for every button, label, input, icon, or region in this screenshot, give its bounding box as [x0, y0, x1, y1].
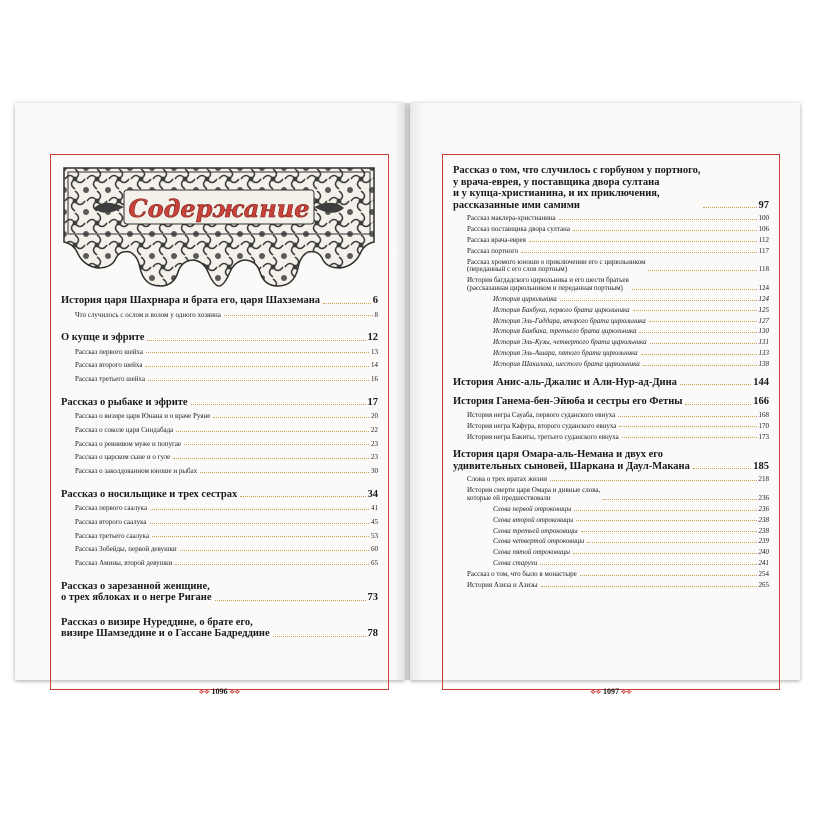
footer-flourish-icon: ⟡⟡ [229, 687, 241, 696]
entry-title: Рассказ врача-еврея [467, 235, 526, 244]
entry-page-number: 22 [371, 426, 378, 435]
toc-main-entry [61, 489, 378, 501]
toc-sub-entry [453, 528, 769, 536]
entry-page-number: 241 [758, 559, 769, 568]
toc-main-entry [61, 581, 378, 604]
dot-leader [643, 365, 757, 366]
entry-page-number: 78 [367, 628, 378, 640]
toc-sub-entry [61, 505, 378, 513]
entry-title: Рассказ второго шейха [75, 361, 143, 370]
toc-sub-entry [61, 312, 378, 320]
toc-sub-entry [453, 582, 769, 590]
entry-page-number: 60 [371, 545, 378, 554]
toc-main-entry [453, 377, 769, 389]
dot-leader [200, 472, 369, 473]
dot-leader [148, 380, 369, 381]
entry-title: Рассказ третьего шейха [75, 375, 145, 384]
entry-page-number: 170 [758, 421, 769, 430]
dot-leader [521, 252, 756, 253]
entry-title: Рассказ о том, что случилось с горбуном у портного, у врача-еврея, у поставщика двора султана и у купца-христианина, и их приключения, рассказанные ими самими [453, 165, 701, 211]
entry-page-number: 34 [367, 488, 378, 500]
entry-page-number: 112 [758, 235, 769, 244]
toc-sub-entry [453, 487, 769, 502]
entry-page-number: 117 [758, 246, 769, 255]
toc-sub-entry [453, 277, 769, 292]
dot-leader [150, 509, 369, 510]
entry-page-number: 238 [758, 515, 769, 524]
entry-page-number: 65 [371, 559, 378, 568]
toc-sub-entry [453, 339, 769, 347]
ornament-banner [64, 168, 374, 288]
entry-page-number: 73 [367, 592, 378, 604]
dot-leader [580, 575, 757, 576]
entry-title: История смерти царя Омара и дивные слова, которые ей предшествовали [467, 486, 601, 502]
toc-sub-entry [453, 517, 769, 525]
toc-sub-entry [453, 318, 769, 326]
dot-leader [581, 531, 757, 532]
dot-leader [641, 354, 757, 355]
entry-page-number: 185 [753, 460, 769, 472]
entry-title: История цирюльника [493, 294, 557, 303]
toc-sub-entry [61, 454, 378, 462]
entry-title: Рассказ первого саалука [75, 504, 148, 513]
entry-title: Рассказ о визире Нуреддине, о брате его, визире Шамзеддине и о Гассане Бадреддине [61, 616, 270, 640]
entry-title: Слова старухи [493, 559, 538, 568]
toc-sub-entry [453, 296, 769, 304]
entry-page-number: 127 [758, 316, 769, 325]
toc-sub-entry [61, 413, 378, 421]
entry-page-number: 133 [758, 349, 769, 358]
entry-title: История багдадского цирюльника и его шести братьев (рассказанная цирюльником и переданная портным) [467, 276, 629, 292]
toc-sub-entry [453, 328, 769, 336]
entry-page-number: 125 [758, 305, 769, 314]
page-footer-left [51, 687, 388, 697]
entry-title: Рассказ маклера-христианина [467, 214, 556, 223]
entry-title: Слова пятой отроковицы [493, 548, 570, 557]
entry-page-number: 166 [753, 396, 769, 408]
entry-page-number: 173 [758, 432, 769, 441]
entry-page-number: 265 [758, 580, 769, 589]
entry-title: Рассказ хромого юноши о приключении его с цирюльником (переданный с его слов портным) [467, 257, 646, 274]
toc-sub-entry [453, 538, 769, 546]
entry-page-number: 138 [758, 360, 769, 369]
entry-page-number: 6 [372, 295, 378, 306]
toc-left [61, 295, 378, 640]
entry-title: История негра Бакиты, третьего суданского евнуха [467, 432, 619, 441]
entry-page-number: 20 [371, 412, 378, 421]
entry-page-number: 17 [367, 396, 378, 408]
entry-page-number: 240 [758, 548, 769, 557]
entry-title: О купце и эфрите [61, 332, 145, 344]
toc-sub-entry [453, 423, 769, 431]
entry-page-number: 236 [758, 504, 769, 513]
dot-leader [559, 219, 757, 220]
entry-title: Рассказ поставщика двора султана [467, 225, 570, 234]
dot-leader [323, 303, 371, 304]
entry-page-number: 236 [758, 493, 769, 502]
dot-leader [173, 458, 369, 459]
footer-flourish-icon: ⟡⟡ [621, 687, 632, 696]
dot-leader [224, 315, 373, 316]
left-page-frame [50, 154, 389, 696]
entry-title: Слова второй отроковицы [493, 515, 574, 524]
toc-right [453, 165, 769, 590]
dot-leader [703, 207, 756, 208]
toc-main-entry [453, 396, 769, 408]
dot-leader [685, 404, 751, 405]
entry-page-number: 100 [758, 214, 769, 223]
dot-leader [146, 352, 369, 353]
entry-title: Рассказ о заколдованном юноше и рыбах [75, 467, 198, 476]
dot-leader [649, 321, 757, 322]
toc-sub-entry [453, 226, 769, 234]
toc-sub-entry [61, 349, 378, 357]
entry-page-number: 53 [371, 531, 378, 540]
entry-title: История Шакалика, шестого брата цирюльника [493, 360, 640, 369]
dot-leader [603, 499, 756, 500]
entry-page-number: 238 [758, 526, 769, 535]
entry-title: Рассказ о рыбаке и эфрите [61, 396, 188, 408]
entry-page-number: 144 [753, 376, 769, 388]
dot-leader [147, 340, 365, 341]
page-footer-right [443, 687, 779, 697]
dot-leader [680, 384, 751, 385]
dot-leader [632, 289, 757, 290]
entry-title: Рассказ о царском сыне и о гуле [75, 453, 171, 462]
toc-sub-entry [61, 560, 378, 568]
entry-page-number: 239 [758, 537, 769, 546]
entry-title: Рассказ Амины, второй девушки [75, 559, 173, 568]
toc-sub-entry [453, 434, 769, 442]
toc-sub-entry [453, 571, 769, 579]
entry-page-number: 23 [371, 439, 378, 448]
dot-leader [574, 510, 756, 511]
right-page-frame [442, 154, 780, 696]
toc-main-entry [61, 397, 378, 409]
dot-leader [145, 366, 369, 367]
toc-sub-entry [61, 362, 378, 370]
dot-leader [215, 600, 366, 601]
dot-leader [619, 426, 756, 427]
entry-page-number: 97 [758, 199, 769, 211]
entry-title: Рассказ первого шейха [75, 347, 143, 356]
dot-leader [150, 523, 369, 524]
entry-title: Рассказ портного [467, 246, 519, 255]
toc-main-entry [61, 332, 378, 344]
footer-flourish-icon: ⟡⟡ [198, 687, 210, 696]
entry-page-number: 12 [367, 332, 378, 344]
entry-page-number: 124 [758, 283, 769, 292]
dot-leader [560, 300, 757, 301]
dot-leader [650, 343, 757, 344]
entry-page-number: 124 [758, 294, 769, 303]
toc-sub-entry [453, 361, 769, 369]
dot-leader [622, 437, 757, 438]
entry-title: Слова четвертой отроковицы [493, 537, 585, 546]
toc-sub-entry [61, 468, 378, 476]
toc-sub-entry [61, 427, 378, 435]
entry-page-number: 106 [758, 225, 769, 234]
entry-title: История Азиза и Азизы [467, 580, 538, 589]
entry-title: Что случилось с ослом и волом у одного хозяина [75, 310, 221, 319]
toc-sub-entry [453, 307, 769, 315]
toc-sub-entry [453, 476, 769, 484]
entry-page-number: 41 [371, 504, 378, 513]
toc-sub-entry [453, 237, 769, 245]
dot-leader [240, 496, 365, 497]
dot-leader [213, 417, 369, 418]
entry-title: История Ганема-бен-Эйюба и сестры его Фетны [453, 396, 683, 408]
entry-title: Слова третьей отроковицы [493, 526, 578, 535]
entry-page-number: 131 [758, 338, 769, 347]
entry-page-number: 118 [758, 265, 769, 274]
entry-page-number: 45 [371, 518, 378, 527]
dot-leader [573, 230, 757, 231]
entry-title: Рассказ о визире царя Юнана и о враче Руяне [75, 412, 211, 421]
entry-title: История Бакбака, третьего брата цирюльника [493, 327, 637, 336]
toc-sub-entry [453, 248, 769, 256]
dot-leader [573, 553, 757, 554]
dot-leader [273, 636, 366, 637]
dot-leader [152, 536, 369, 537]
entry-title: История царя Шахрнара и брата его, царя Шахземана [61, 295, 321, 306]
entry-page-number: 254 [758, 570, 769, 579]
dot-leader [175, 564, 369, 565]
entry-title: Рассказ о ревнивом муже и попугае [75, 439, 182, 448]
toc-sub-entry [453, 560, 769, 568]
entry-title: Рассказ о том, что было в монастыре [467, 570, 577, 579]
toc-sub-entry [453, 549, 769, 557]
dot-leader [648, 270, 756, 271]
page-number: 1097 [603, 687, 619, 696]
toc-sub-entry [61, 441, 378, 449]
dot-leader [184, 444, 369, 445]
dot-leader [576, 520, 756, 521]
entry-title: Слова первой отроковицы [493, 504, 572, 513]
entry-page-number: 14 [371, 361, 378, 370]
toc-sub-entry [453, 506, 769, 514]
toc-sub-entry [453, 259, 769, 274]
dot-leader [529, 241, 757, 242]
toc-sub-entry [61, 519, 378, 527]
toc-main-entry [453, 449, 769, 472]
toc-sub-entry [61, 533, 378, 541]
dot-leader [693, 468, 751, 469]
entry-page-number: 168 [758, 410, 769, 419]
entry-title: Слова о трех вратах жизни [467, 475, 547, 484]
dot-leader [540, 564, 756, 565]
entry-title: История негра Сауаба, первого суданского евнуха [467, 410, 616, 419]
dot-leader [550, 480, 757, 481]
entry-title: История Бакбука, первого брата цирюльника [493, 305, 630, 314]
entry-title: Рассказ третьего саалука [75, 531, 150, 540]
entry-page-number: 16 [371, 375, 378, 384]
dot-leader [633, 310, 757, 311]
entry-title: Рассказ о зарезанной женщине, о трех яблоках и о негре Ригане [61, 580, 212, 604]
entry-page-number: 13 [371, 347, 378, 356]
right-page [410, 103, 800, 696]
entry-title: Рассказ Зобейды, первой девушки [75, 545, 177, 554]
entry-page-number: 23 [371, 453, 378, 462]
entry-title: Рассказ о носильщике и трех сестрах [61, 488, 238, 500]
dot-leader [176, 431, 369, 432]
dot-leader [587, 542, 756, 543]
toc-sub-entry [61, 546, 378, 554]
entry-page-number: 8 [374, 310, 378, 319]
entry-title: История Эль-Ашара, пятого брата цирюльника [493, 349, 638, 358]
toc-sub-entry [453, 412, 769, 420]
toc-sub-entry [453, 215, 769, 223]
entry-title: Рассказ второго саалука [75, 518, 147, 527]
entry-title: История Анис-аль-Джалис и Али-Нур-ад-Дина [453, 376, 677, 388]
entry-title: Рассказ о соколе царя Синдабада [75, 426, 174, 435]
dot-leader [541, 586, 757, 587]
toc-main-entry [453, 165, 769, 211]
entry-title: История Эль-Гаддара, второго брата цирюльника [493, 316, 646, 325]
entry-page-number: 30 [371, 467, 378, 476]
entry-page-number: 130 [758, 327, 769, 336]
dot-leader [639, 332, 756, 333]
left-page [15, 103, 405, 696]
page-number: 1096 [211, 687, 228, 696]
toc-main-entry [61, 617, 378, 640]
entry-page-number: 218 [758, 475, 769, 484]
dot-leader [191, 404, 366, 405]
dot-leader [180, 550, 369, 551]
toc-sub-entry [453, 350, 769, 358]
footer-flourish-icon: ⟡⟡ [590, 687, 601, 696]
entry-title: История царя Омара-аль-Немана и двух его удивительных сыновей, Шаркана и Даул-Макана [453, 449, 690, 472]
toc-sub-entry [61, 376, 378, 384]
toc-main-entry [61, 295, 378, 307]
entry-title: История Эль-Кузы, четвертого брата цирюльника [493, 338, 647, 347]
entry-title: История негра Кафура, второго суданского евнуха [467, 421, 617, 430]
dot-leader [618, 416, 756, 417]
contents-heading: Содержание [128, 194, 310, 223]
